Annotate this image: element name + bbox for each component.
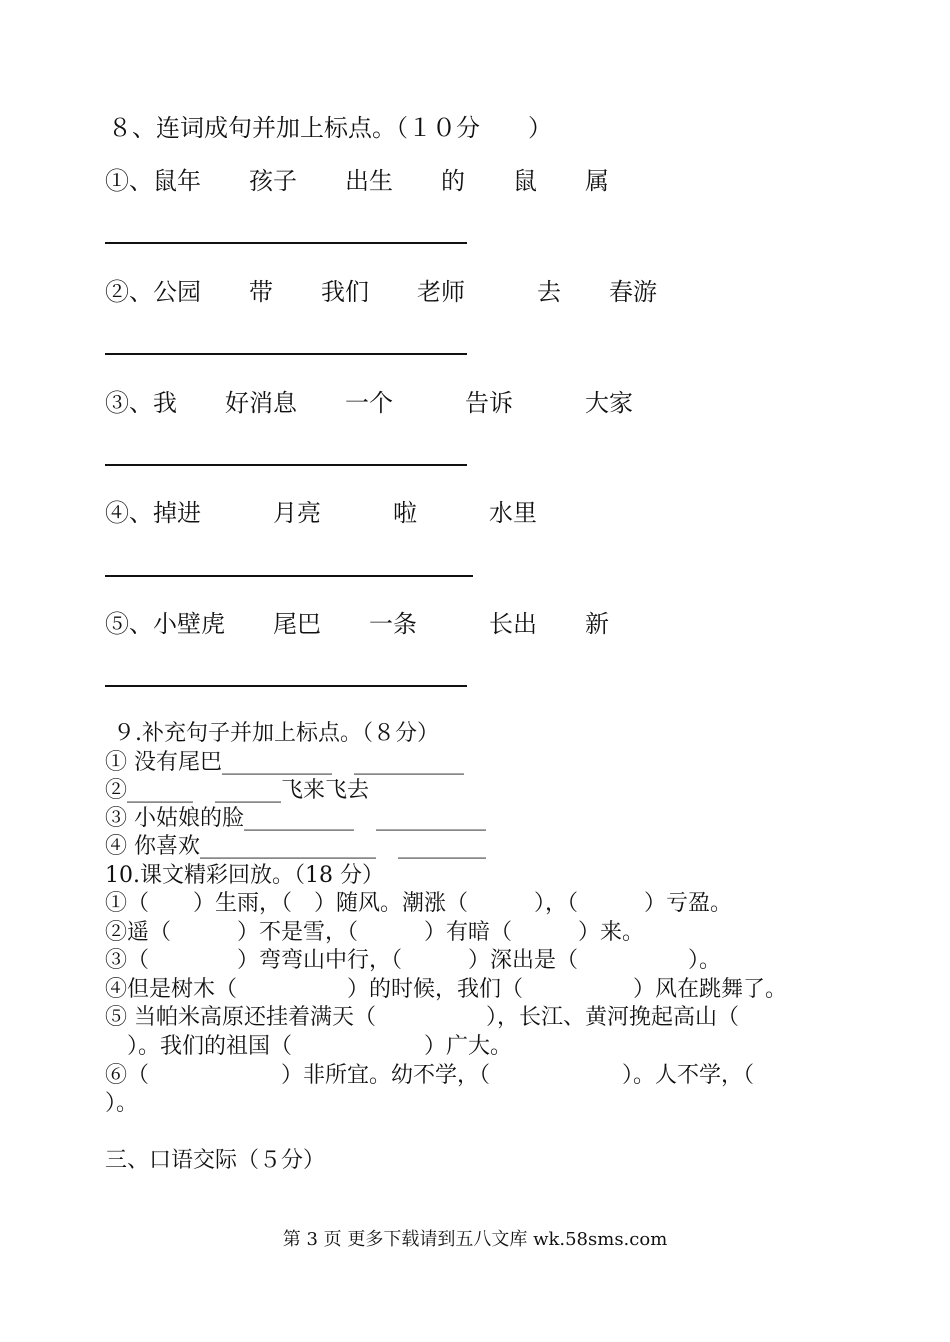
answer-line-3 <box>105 464 467 466</box>
q8-item-1: ①、鼠年 孩子 出生 的 鼠 属 <box>105 167 609 195</box>
q10-line-1: ①（ ）生雨，（ ）随风。潮涨（ ），（ ）亏盈。 <box>105 891 733 916</box>
q10-line-4: ④但是树木（ ）的时候，我们（ ）风在跳舞了。 <box>105 977 788 1002</box>
answer-line-4 <box>105 575 473 577</box>
q10-title: 10.课文精彩回放。（18 分） <box>105 863 384 888</box>
q10-line-8: ）。 <box>105 1091 139 1116</box>
q10-line-6: ）。我们的祖国（ ）广大。 <box>105 1034 513 1059</box>
page-footer: 第 3 页 更多下载请到五八文库 wk.58sms.com <box>282 1229 668 1250</box>
q8-item-4: ④、掉进 月亮 啦 水里 <box>105 499 537 527</box>
q10-line-2: ②遥（ ）不是雪，（ ）有暗（ ）来。 <box>105 920 645 945</box>
q8-item-3: ③、我 好消息 一个 告诉 大家 <box>105 389 633 417</box>
answer-line-1 <box>105 242 467 244</box>
q9-title: ９.补充句子并加上标点。（８分） <box>113 721 439 746</box>
q8-item-2: ②、公园 带 我们 老师 去 春游 <box>105 278 657 306</box>
q9-line-1: ① 没有尾巴__________ __________ <box>105 750 464 775</box>
q9-line-2: ②______ ______飞来飞去 <box>105 778 370 803</box>
q10-line-7: ⑥（ ）非所宜。幼不学，（ ）。人不学，（ <box>105 1063 755 1088</box>
q10-line-3: ③（ ）弯弯山中行，（ ）深出是（ ）。 <box>105 948 722 973</box>
section-3-title: 三、口语交际（５分） <box>105 1148 326 1173</box>
q8-title: ８、连词成句并加上标点。（１０分 ） <box>108 114 552 142</box>
q8-item-5: ⑤、小壁虎 尾巴 一条 长出 新 <box>105 610 609 638</box>
answer-line-2 <box>105 353 467 355</box>
q10-line-5: ⑤ 当帕米高原还挂着满天（ ），长江、黄河挽起高山（ <box>105 1005 739 1030</box>
q9-line-4: ④ 你喜欢________________ ________ <box>105 834 486 859</box>
answer-line-5 <box>105 685 467 687</box>
q9-line-3: ③ 小姑娘的脸__________ __________ <box>105 806 486 831</box>
